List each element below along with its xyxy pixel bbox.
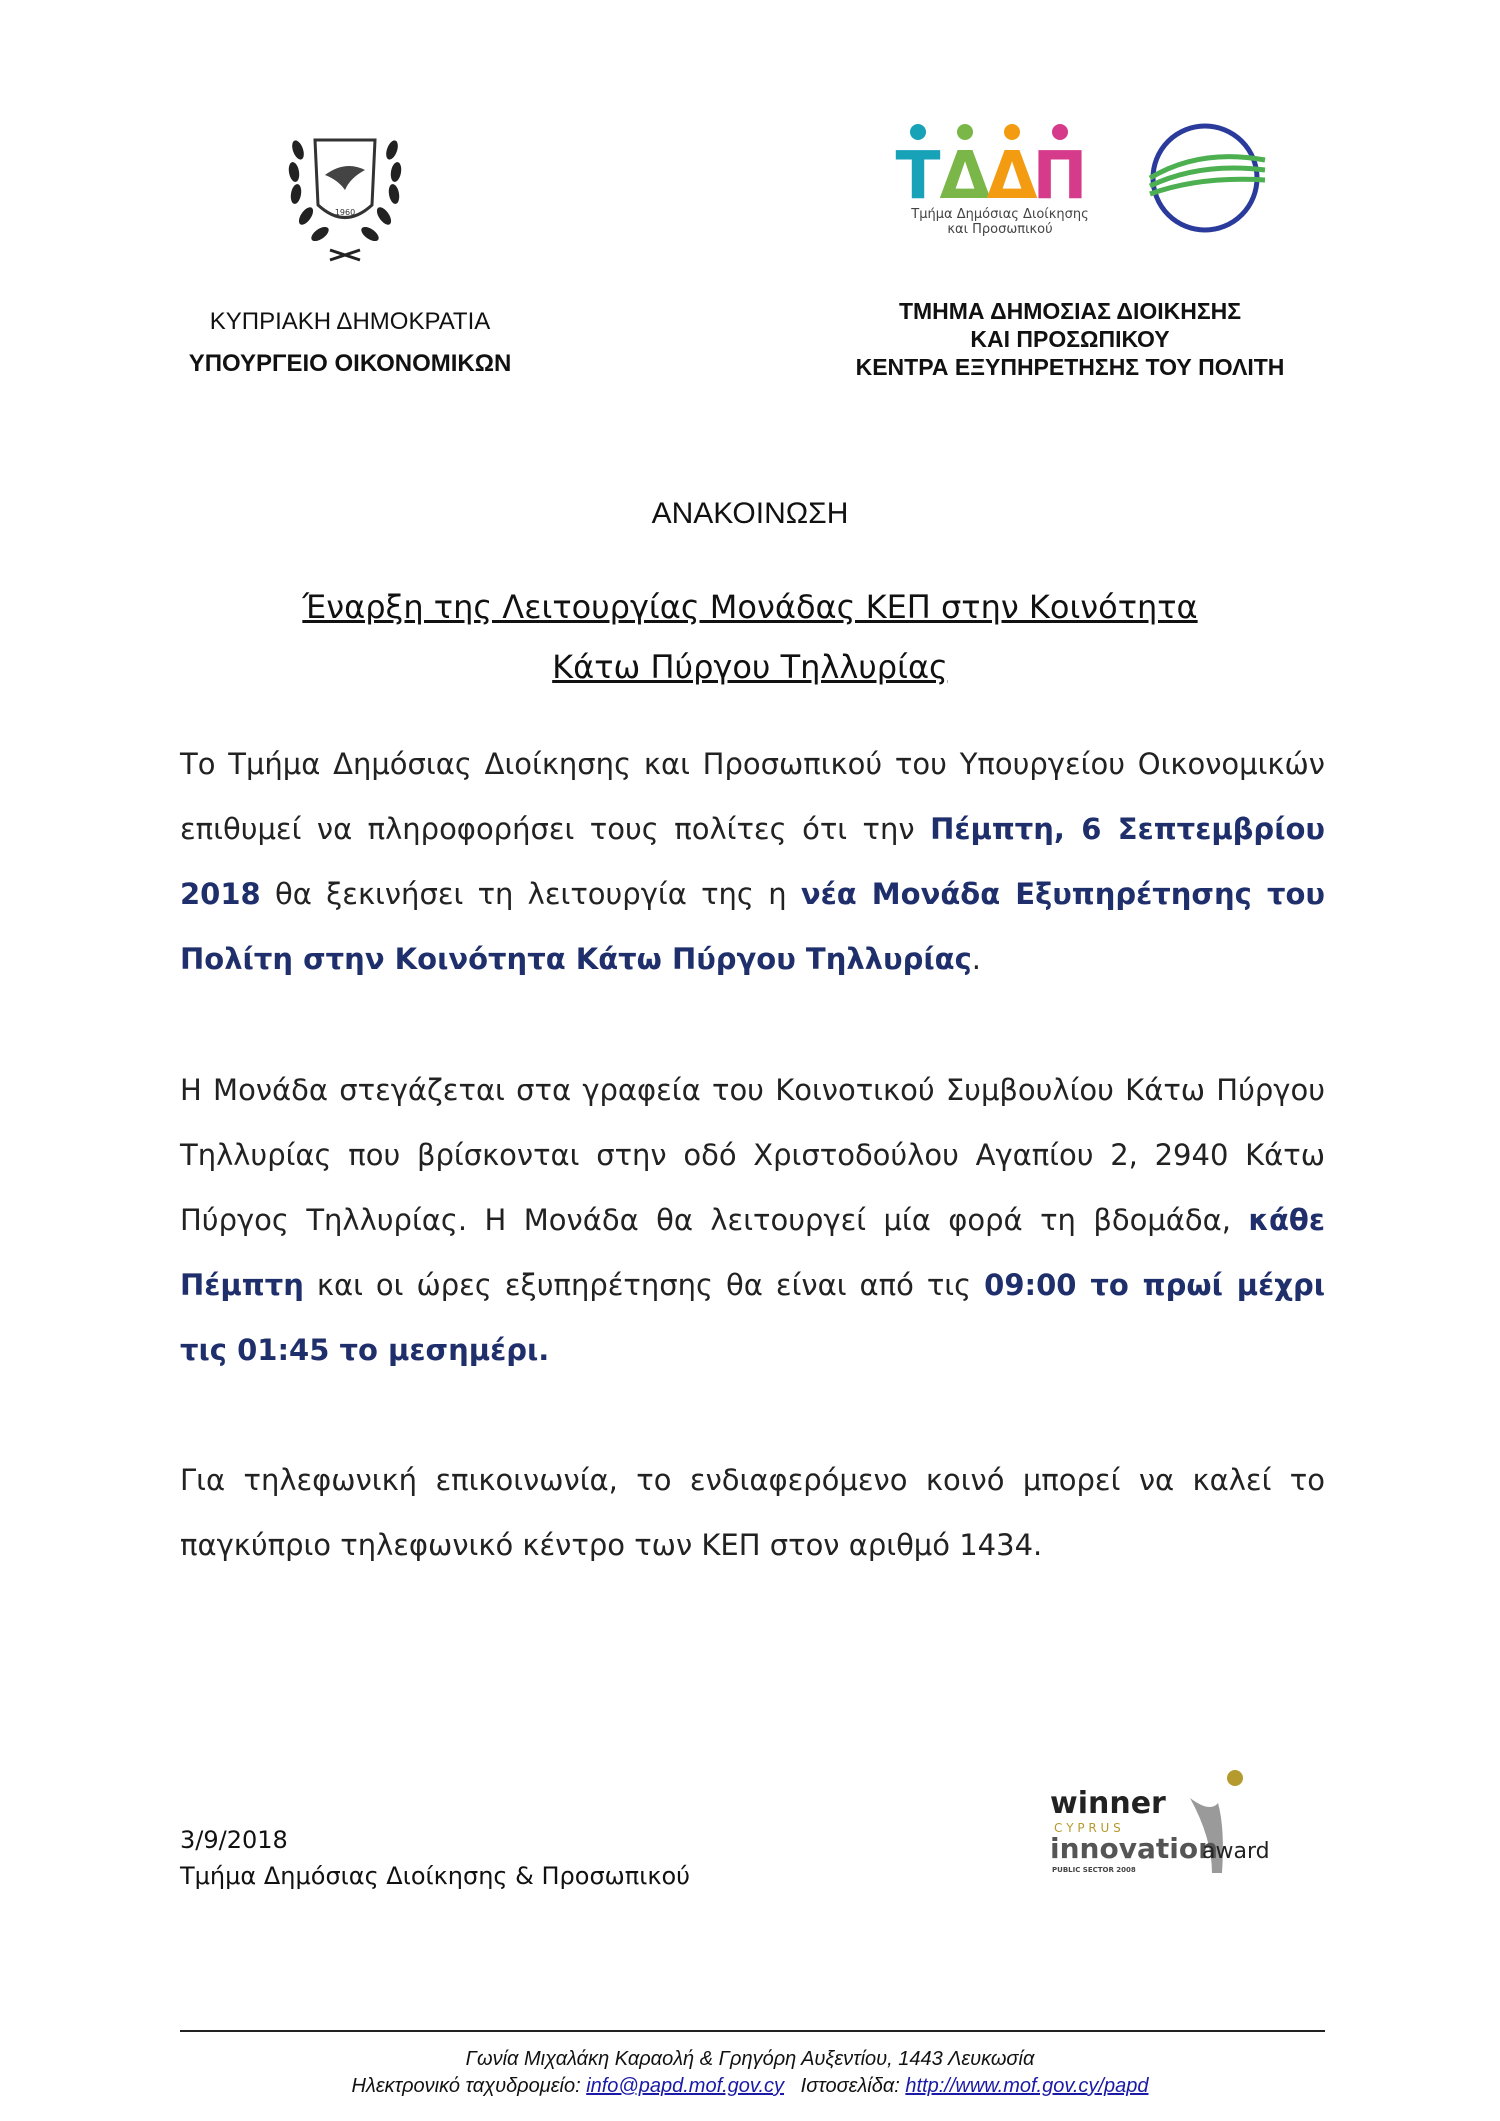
tadp-letter: Δ xyxy=(986,137,1038,214)
p2-text: και οι ώρες εξυπηρέτησης θα είναι από τις xyxy=(303,1268,985,1302)
subtitle-line-1: Έναρξη της Λειτουργίας Μονάδας ΚΕΠ στην Κοινότητα xyxy=(302,588,1198,626)
p2-hours: 09:00 το πρωί μέχρι τις 01:45 το μεσημέρι. xyxy=(180,1268,1326,1367)
innovation-award-logo-icon xyxy=(1050,1768,1280,1898)
p1-text: . xyxy=(971,942,982,976)
award-cyprus: C Y P R U S xyxy=(1054,1821,1121,1835)
p1-date: Πέμπτη, 6 Σεπτεμβρίου 2018 xyxy=(180,812,1325,911)
tadp-letter: Τ xyxy=(895,137,941,214)
signature-department: Τμήμα Δημόσιας Διοίκησης & Προσωπικού xyxy=(180,1862,691,1890)
footer-divider xyxy=(180,2030,1325,2032)
tadp-letter: Π xyxy=(1032,137,1088,214)
tadp-caption: Τμήμα Δημόσιας Διοίκησης xyxy=(911,207,1089,222)
email-link[interactable]: info@papd.mof.gov.cy xyxy=(586,2075,784,2097)
header-country: ΚΥΠΡΙΑΚΗ ΔΗΜΟΚΡΑΤΙΑ xyxy=(209,308,491,335)
p1-text: θα ξεκινήσει τη λειτουργία της η xyxy=(260,877,801,911)
coat-year: 1960 xyxy=(334,208,356,217)
paragraph-1 xyxy=(180,732,1325,992)
header-ministry: ΥΠΟΥΡΓΕΙΟ ΟΙΚΟΝΟΜΙΚΩΝ xyxy=(188,350,512,377)
p1-text: Το Τμήμα Δημόσιας Διοίκησης και Προσωπικού του Υπουργείου Οικονομικών επιθυμεί να πληροφορήσει τους πολίτες ότι την xyxy=(180,747,1325,846)
p2-text: Η Μονάδα στεγάζεται στα γραφεία του Κοινοτικού Συμβουλίου Κάτω Πύργου Τηλλυρίας που βρίσκονται στην οδό Χριστοδούλου Αγαπίου 2, 2940 Κάτω Πύργος Τηλλυρίας. Η Μονάδα θα λειτουργεί μία φορά τη βδομάδα, xyxy=(180,1073,1325,1237)
tadp-letter: Δ xyxy=(939,137,991,214)
announcement-date: 3/9/2018 xyxy=(180,1826,288,1854)
p2-day: κάθε Πέμπτη xyxy=(180,1203,1325,1302)
footer-address: Γωνία Μιχαλάκη Καραολή & Γρηγόρη Αυξεντίου, 1443 Λευκωσία xyxy=(465,2048,1035,2070)
website-label: Ιστοσελίδα: xyxy=(784,2075,906,2097)
paragraph-3: Για τηλεφωνική επικοινωνία, το ενδιαφερόμενο κοινό μπορεί να καλεί το παγκύπριο τηλεφωνικό κέντρο των ΚΕΠ στον αριθμό 1434. xyxy=(180,1463,1325,1562)
cyprus-coat-of-arms-icon xyxy=(270,120,420,270)
kep-circle-logo-icon xyxy=(1140,118,1270,238)
tadp-logo-icon xyxy=(890,120,1090,240)
header-kep: ΚΕΝΤΡΑ ΕΞΥΠΗΡΕΤΗΣΗΣ ΤΟΥ ΠΟΛΙΤΗ xyxy=(855,354,1285,380)
tadp-caption: και Προσωπικού xyxy=(947,222,1053,237)
p1-unit: νέα Μονάδα Εξυπηρέτησης του Πολίτη στην Κοινότητα Κάτω Πύργου Τηλλυρίας xyxy=(180,877,1325,976)
award-innovation: innovation xyxy=(1050,1832,1218,1865)
paragraph-2 xyxy=(180,1058,1325,1383)
announcement-heading: ΑΝΑΚΟΙΝΩΣΗ xyxy=(651,497,849,530)
email-label: Ηλεκτρονικό ταχυδρομείο: xyxy=(351,2075,587,2097)
header-department-2: ΚΑΙ ΠΡΟΣΩΠΙΚΟΥ xyxy=(970,326,1170,352)
header-department: ΤΜΗΜΑ ΔΗΜΟΣΙΑΣ ΔΙΟΙΚΗΣΗΣ xyxy=(898,298,1242,324)
website-link[interactable]: http://www.mof.gov.cy/papd xyxy=(905,2075,1149,2097)
award-public-sector: PUBLIC SECTOR 2008 xyxy=(1052,1866,1136,1874)
subtitle-line-2: Κάτω Πύργου Τηλλυρίας xyxy=(552,648,948,686)
award-award: award xyxy=(1202,1839,1270,1864)
award-winner: winner xyxy=(1050,1786,1166,1821)
footer-contacts xyxy=(0,2075,1500,2098)
